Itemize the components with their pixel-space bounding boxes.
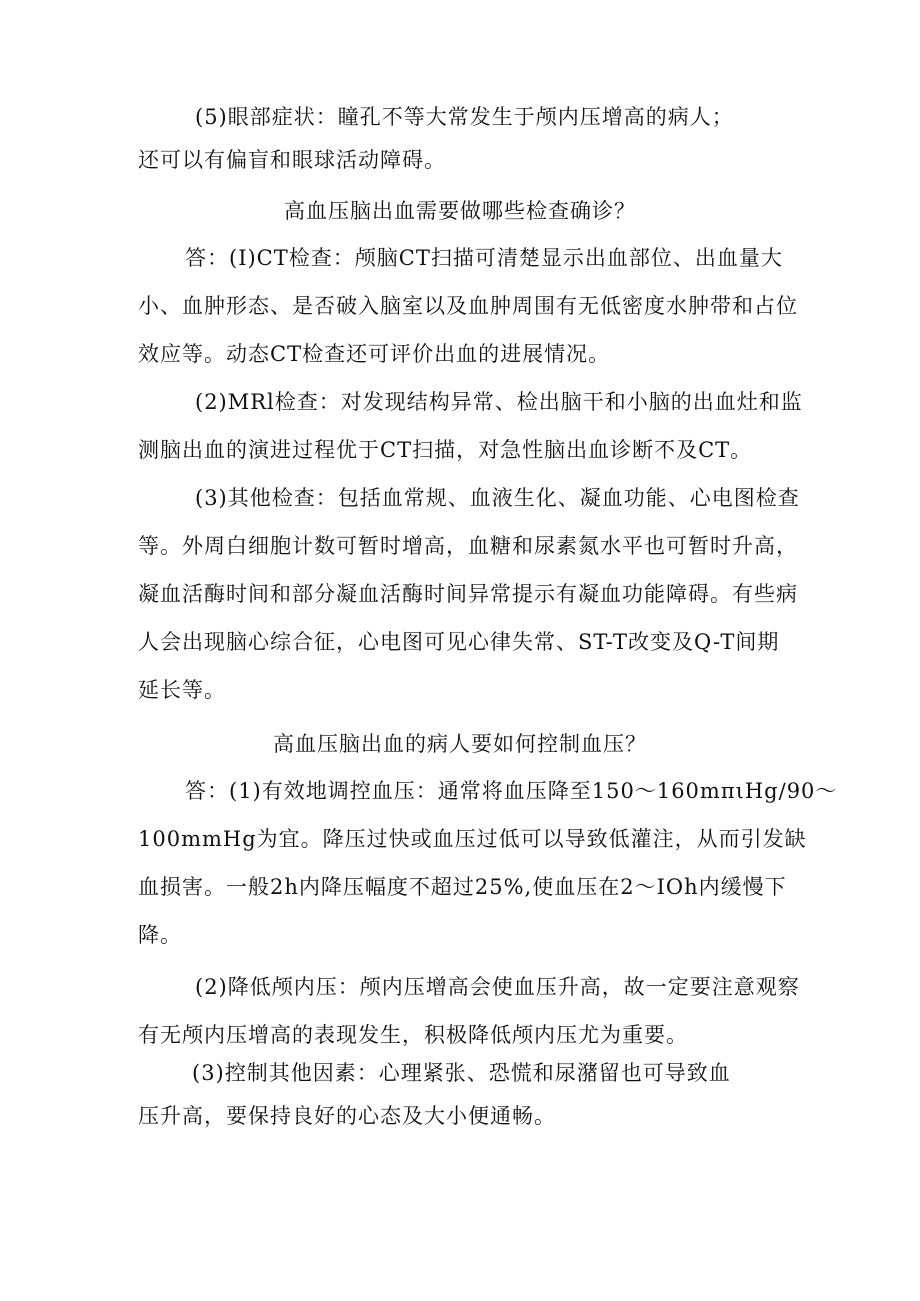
bp-control-item-1-line-2: 100mmHg为宜。降压过快或血压过低可以导致低灌注，从而引发缺 [138,827,807,851]
other-exams-line-2: 等。外周白细胞计数可暂时增高，血糖和尿素氮水平也可暂时升高， [138,534,798,558]
mri-exam-line-1: (2)MRl检查：对发现结构异常、检出脑干和小脑的出血灶和监 [195,390,803,414]
other-exams-line-1: (3)其他检查：包括血常规、血液生化、凝血功能、心电图检查 [195,486,800,510]
other-exams-line-4: 人会出现脑心综合征，心电图可见心律失常、ST-T改变及Q-T间期 [138,630,780,654]
other-exams-line-3: 凝血活酶时间和部分凝血活酶时间异常提示有凝血功能障碍。有些病 [138,582,798,606]
ct-exam-line-1: 答：(I)CT检查：颅脑CT扫描可清楚显示出血部位、出血量大 [185,246,783,270]
eye-symptoms-line-2: 还可以有偏盲和眼球活动障碍。 [138,148,446,172]
bp-control-item-2-line-1: (2)降低颅内压：颅内压增高会使血压升高，故一定要注意观察 [195,975,800,999]
question-2-heading: 高血压脑出血的病人要如何控制血压？ [273,732,647,756]
bp-control-item-1-line-1: 答：(1)有效地调控血压：通常将血压降至150～160mπιHg∕90～ [185,779,838,803]
ct-exam-line-2: 小、血肿形态、是否破入脑室以及血肿周围有无低密度水肿带和占位 [138,294,798,318]
bp-control-item-1-line-4: 降。 [138,923,182,947]
mri-exam-line-2: 测脑出血的演进过程优于CT扫描，对急性脑出血诊断不及CT。 [138,438,753,462]
eye-symptoms-line-1: (5)眼部症状：瞳孔不等大常发生于颅内压增高的病人； [195,105,734,129]
bp-control-item-3-line-2: 压升高，要保持良好的心态及大小便通畅。 [138,1104,556,1128]
bp-control-item-3-line-1: (3)控制其他因素：心理紧张、恐慌和尿潴留也可导致血 [192,1061,731,1085]
bp-control-item-1-line-3: 血损害。一般2h内降压幅度不超过25%,使血压在2～IOh内缓慢下 [138,875,787,899]
ct-exam-line-3: 效应等。动态CT检查还可评价出血的进展情况。 [138,342,611,366]
question-1-heading: 高血压脑出血需要做哪些检查确诊？ [284,199,636,223]
bp-control-item-2-line-2: 有无颅内压增高的表现发生，积极降低颅内压尤为重要。 [138,1023,688,1047]
other-exams-line-5: 延长等。 [138,678,226,702]
